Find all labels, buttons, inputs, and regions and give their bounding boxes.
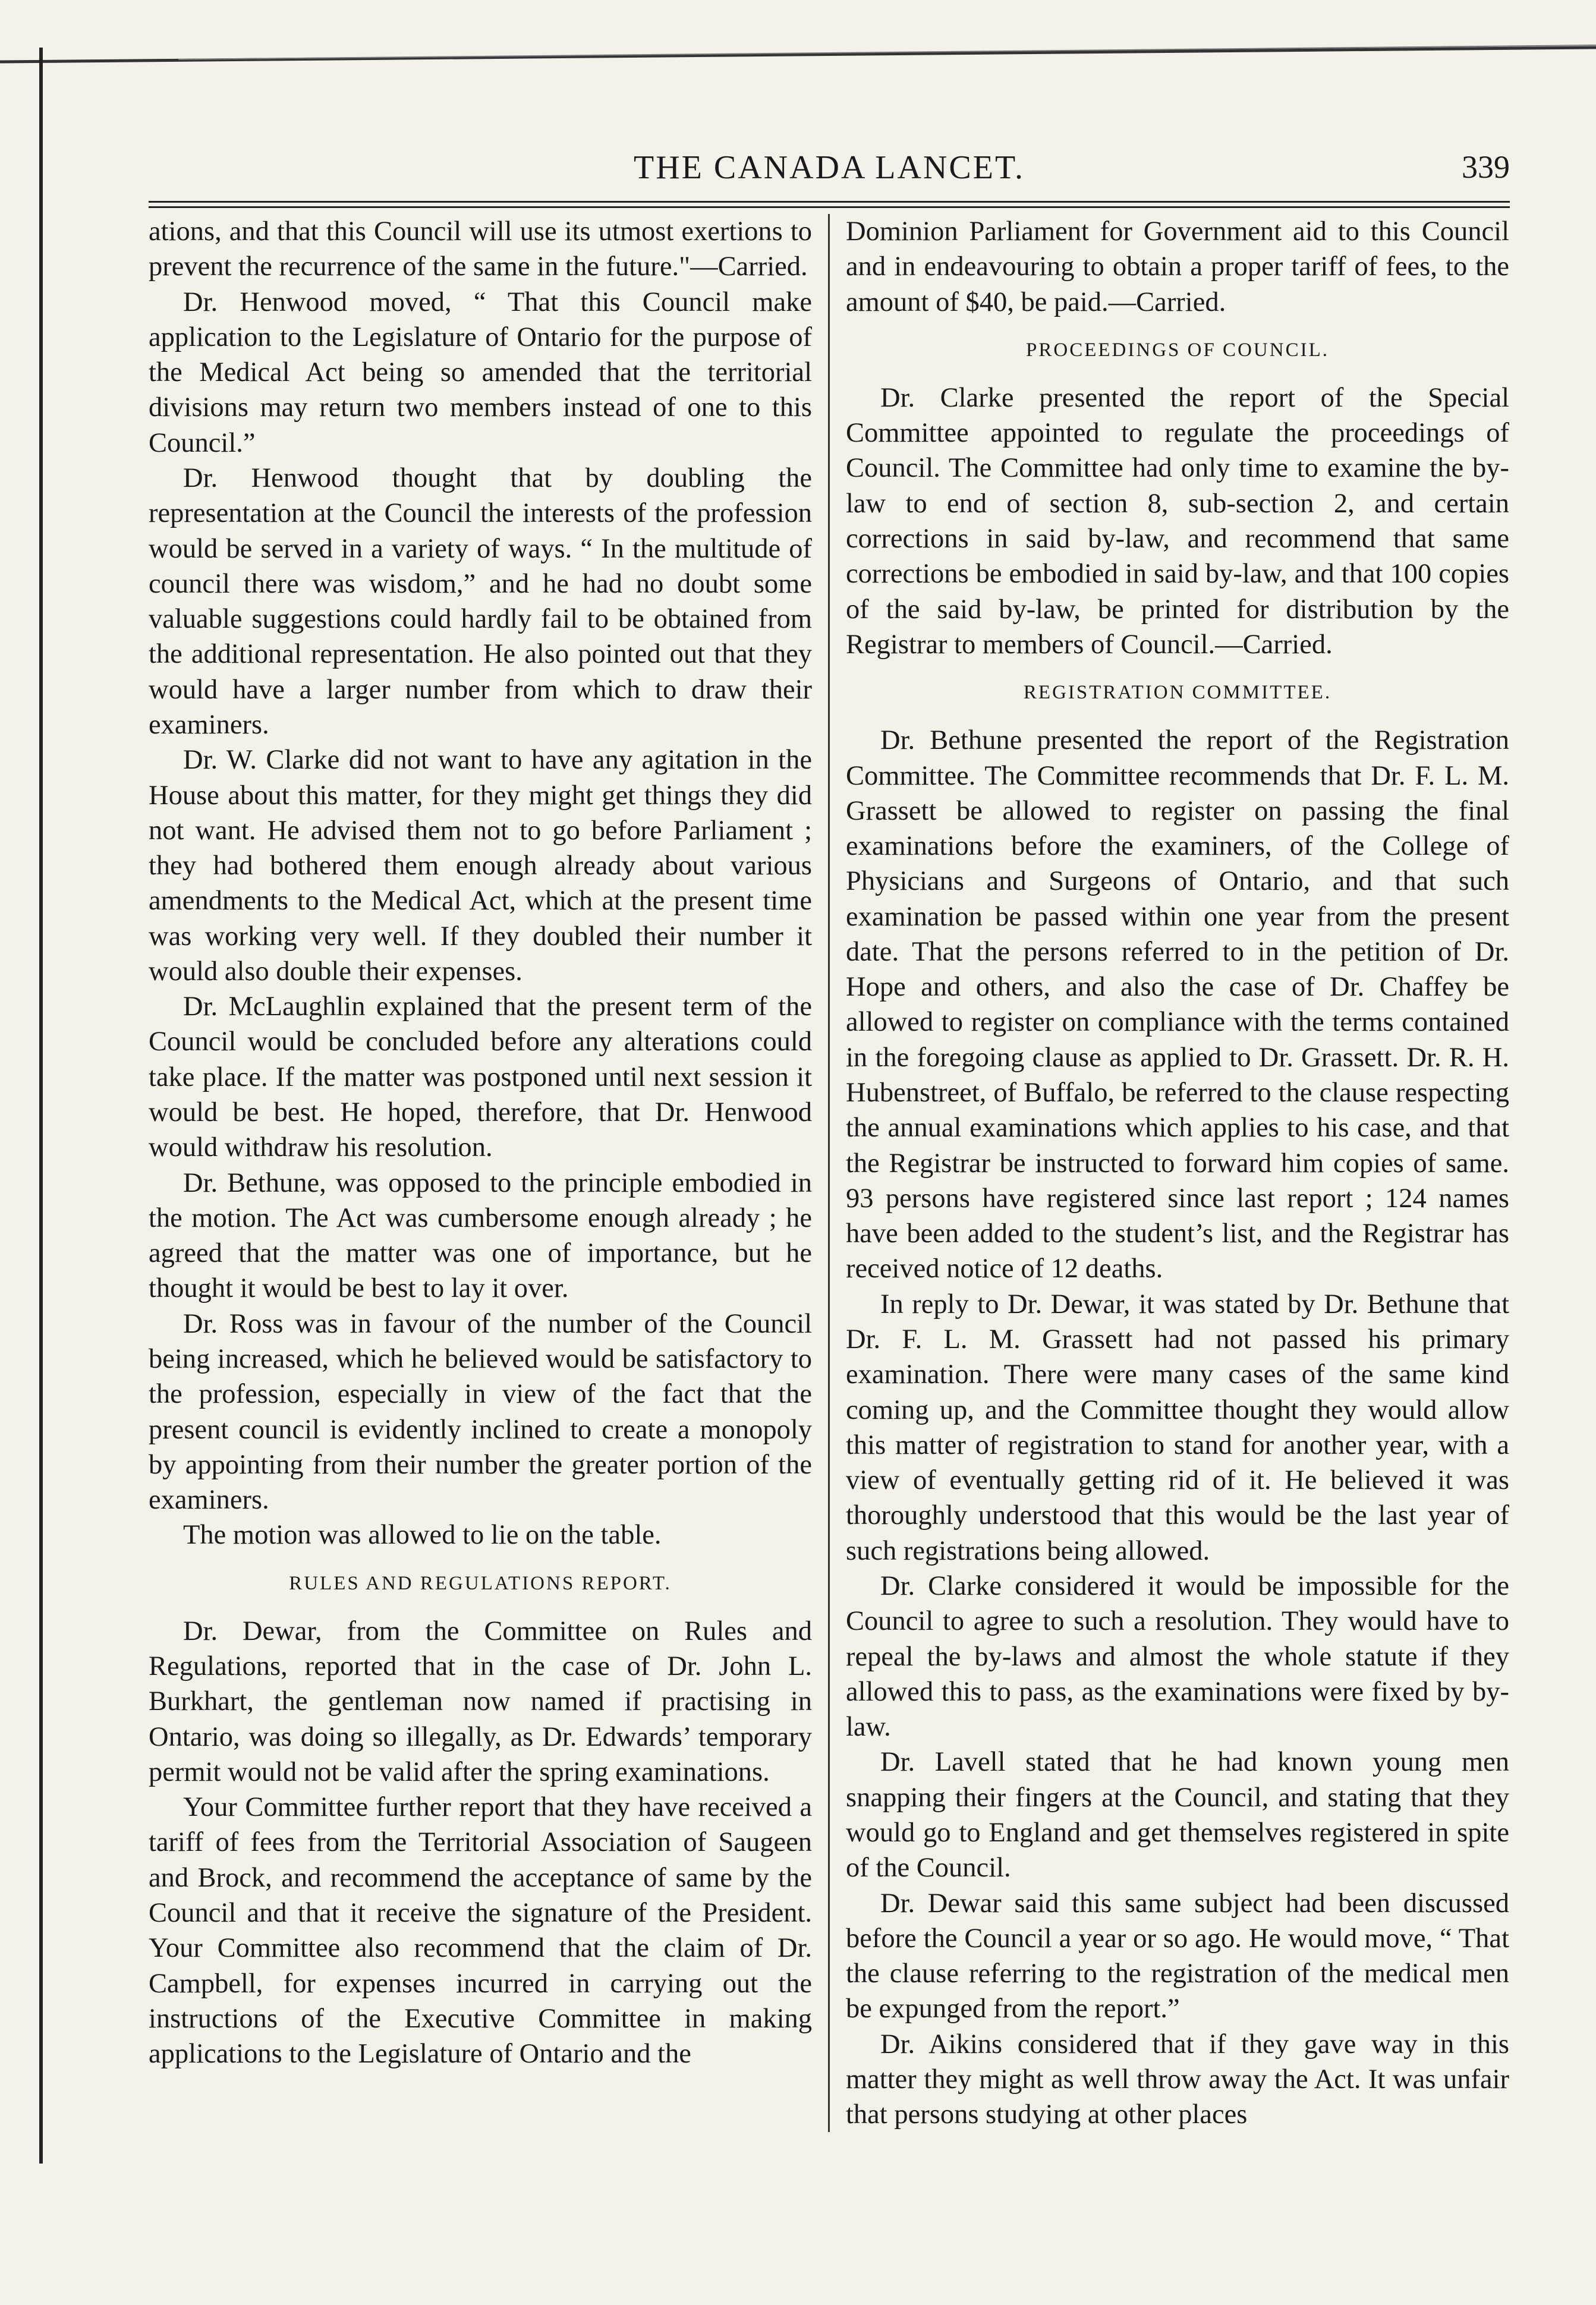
left-column bbox=[149, 214, 812, 2132]
paragraph: Dr. McLaughlin explained that the present term of the Council would be concluded before any alterations could take place. If the matter was postponed until next session it would be best. He hoped, therefore, that Dr. Henwood would withdraw his resolution. bbox=[149, 991, 812, 1163]
header-rule bbox=[149, 201, 1510, 208]
document-page bbox=[149, 143, 1510, 2132]
section-heading-registration: REGISTRATION COMMITTEE. bbox=[1023, 682, 1332, 704]
paragraph: Dr. Bethune, was opposed to the principle embodied in the motion. The Act was cumbersome enough already ; he agreed that the matter was one of importance, but he thought it would be best to lay it over. bbox=[149, 1167, 812, 1304]
paragraph: In reply to Dr. Dewar, it was stated by Dr. Bethune that Dr. F. L. M. Grassett had not passed his primary examination. There were many cases of the same kind coming up, and the Committee thought they would allow this matter of registration to stand for another year, with a view of eventually getting rid of it. He believed it was thoroughly understood that this would be the last year of such registrations being allowed. bbox=[846, 1289, 1509, 1566]
section-heading-rules: RULES AND REGULATIONS REPORT. bbox=[289, 1572, 672, 1594]
paragraph: Dr. Henwood moved, “ That this Council make application to the Legislature of Ontario for the purpose of the Medical Act being so amended that the territorial divisions may return two members instead of one to this Council.” bbox=[149, 286, 812, 458]
paragraph: Dr. Aikins considered that if they gave way in this matter they might as well throw away the Act. It was unfair that persons studying at other places bbox=[846, 2029, 1509, 2130]
paragraph: ations, and that this Council will use its utmost exertions to prevent the recurrence of the same in the future."—Carried. bbox=[149, 216, 812, 282]
paragraph: Dr. Bethune presented the report of the Registration Committee. The Committee recommends that Dr. F. L. M. Grassett be allowed to register on passing the final examinations before the examiners, of the College of Physicians and Surgeons of Ontario, and that such examination be passed within one year from the present date. That the persons referred to in the petition of Dr. Hope and others, and also the case of Dr. Chaffey be allowed to register on compliance with the terms contained in the foregoing clause as applied to Dr. Grassett. Dr. R. H. Hubenstreet, of Buffalo, be referred to the clause respecting the annual examinations which applies to his case, and that the Registrar be instructed to forward him copies of same. 93 persons have registered since last report ; 124 names have been added to the student’s list, and the Registrar has received notice of 12 deaths. bbox=[846, 725, 1509, 1284]
page-number: 339 bbox=[1462, 149, 1510, 185]
paragraph: Your Committee further report that they have received a tariff of fees from the Territorial Association of Saugeen and Brock, and recommend the acceptance of same by the Council and that it receive the signature of the President. Your Committee also recommend that the claim of Dr. Campbell, for expenses incurred in carrying out the instructions of the Executive Committee in making applications to the Legislature of Ontario and the bbox=[149, 1792, 812, 2070]
binding-edge-rule bbox=[39, 48, 43, 2164]
section-heading-proceedings: PROCEEDINGS OF COUNCIL. bbox=[1026, 339, 1329, 361]
paragraph: Dr. Dewar said this same subject had been discussed before the Council a year or so ago. He would move, “ That the clause referring to the registration of the medical men be expunged from the report.” bbox=[846, 1888, 1509, 2024]
scan-edge-rules bbox=[0, 42, 1596, 65]
paragraph: Dr. Clarke presented the report of the Special Committee appointed to regulate the proceedings of Council. The Committee had only time to examine the by-law to end of section 8, sub-section 2, and certain corrections in said by-law, and recommend that same corrections be embodied in said by-law, and that 100 copies of the said by-law, be printed for distribution by the Registrar to members of Council.—Carried. bbox=[846, 382, 1509, 660]
paragraph: Dr. Lavell stated that he had known young men snapping their fingers at the Council, and stating that they would go to England and get themselves registered in spite of the Council. bbox=[846, 1747, 1509, 1884]
paragraph: Dr. Henwood thought that by doubling the representation at the Council the interests of the profession would be served in a variety of ways. “ In the multitude of council there was wisdom,” and he had no doubt some valuable suggestions could hardly fail to be obtained from the additional representation. He also pointed out that they would have a larger number from which to draw their examiners. bbox=[149, 462, 812, 740]
paragraph: Dr. Dewar, from the Committee on Rules and Regulations, reported that in the case of Dr. John L. Burkhart, the gentleman now named if practising in Ontario, was doing so illegally, as Dr. Edwards’ temporary permit would not be valid after the spring examinations. bbox=[149, 1616, 812, 1787]
page-header bbox=[149, 143, 1510, 196]
paragraph: Dominion Parliament for Government aid to this Council and in endeavouring to obtain a proper tariff of fees, to the amount of $40, be paid.—Carried. bbox=[846, 216, 1509, 317]
paragraph: The motion was allowed to lie on the table. bbox=[183, 1520, 662, 1551]
right-column bbox=[846, 214, 1509, 2132]
paragraph: Dr. Ross was in favour of the number of the Council being increased, which he believed would be satisfactory to the profession, especially in view of the fact that the present council is evidently inclined to create a monopoly by appointing from their number the greater portion of the examiners. bbox=[149, 1308, 812, 1516]
paragraph: Dr. Clarke considered it would be impossible for the Council to agree to such a resolution. They would have to repeal the by-laws and almost the whole statute if they allowed this to pass, as the examinations were fixed by by-law. bbox=[846, 1570, 1509, 1743]
paragraph: Dr. W. Clarke did not want to have any agitation in the House about this matter, for they might get things they did not want. He advised them not to go before Parliament ; they had bothered them enough already about various amendments to the Medical Act, which at the present time was working very well. If they doubled their number it would also double their expenses. bbox=[149, 745, 812, 987]
running-title: THE CANADA LANCET. bbox=[633, 149, 1025, 186]
text-columns bbox=[149, 214, 1510, 2132]
column-divider bbox=[828, 214, 830, 2132]
